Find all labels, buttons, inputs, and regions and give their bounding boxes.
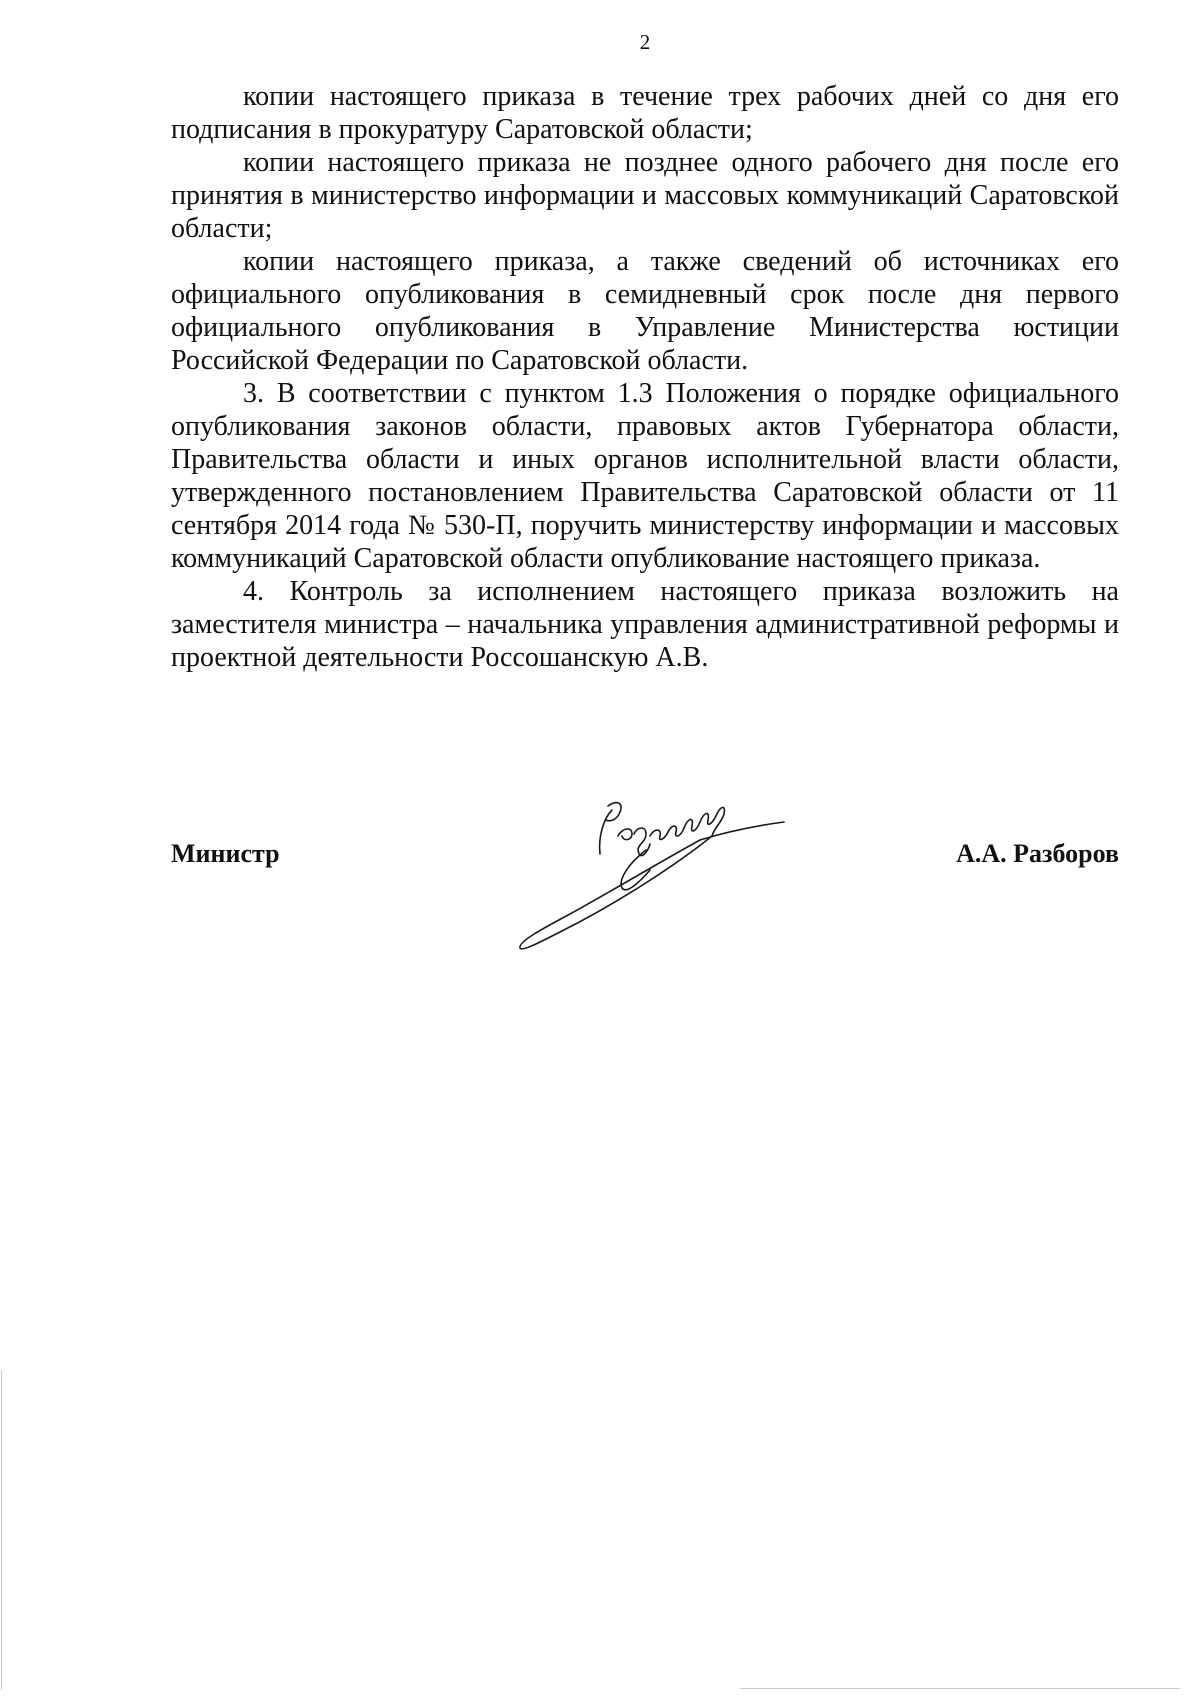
scan-edge-mark xyxy=(740,1688,1180,1689)
handwritten-signature xyxy=(500,792,800,964)
document-body xyxy=(171,80,1119,674)
paragraph-item-3: 3. В соответствии с пунктом 1.3 Положения о порядке официального опубликования законов области, правовых актов Губернатора области, Правительства области и иных органов исполнительной власти области, утвержденного постановлением Правительства Саратовской области от 11 сентября 2014 года № 530-П, поручить министерству информации и массовых коммуникаций Саратовской области опубликование настоящего приказа. xyxy=(171,378,1119,574)
paragraph-prosecutor-copy: копии настоящего приказа в течение трех рабочих дней со дня его подписания в прокуратуру Саратовской области; xyxy=(171,81,1119,145)
signer-title: Министр xyxy=(171,839,280,868)
page-number: 2 xyxy=(639,30,651,54)
scan-edge-mark xyxy=(1,1370,2,1690)
signer-name: А.А. Разборов xyxy=(956,839,1119,868)
paragraph-justice-copy: копии настоящего приказа, а также сведений об источниках его официального опубликования в семидневный срок после дня первого официального опубликования в Управление Министерства юстиции Российской Федерации по Саратовской области. xyxy=(171,246,1119,376)
paragraph-item-4: 4. Контроль за исполнением настоящего приказа возложить на заместителя министра – начальника управления административной реформы и проектной деятельности Россошанскую А.В. xyxy=(171,576,1119,673)
paragraph-ministry-copy: копии настоящего приказа не позднее одного рабочего дня после его принятия в министерство информации и массовых коммуникаций Саратовской области; xyxy=(171,147,1119,244)
